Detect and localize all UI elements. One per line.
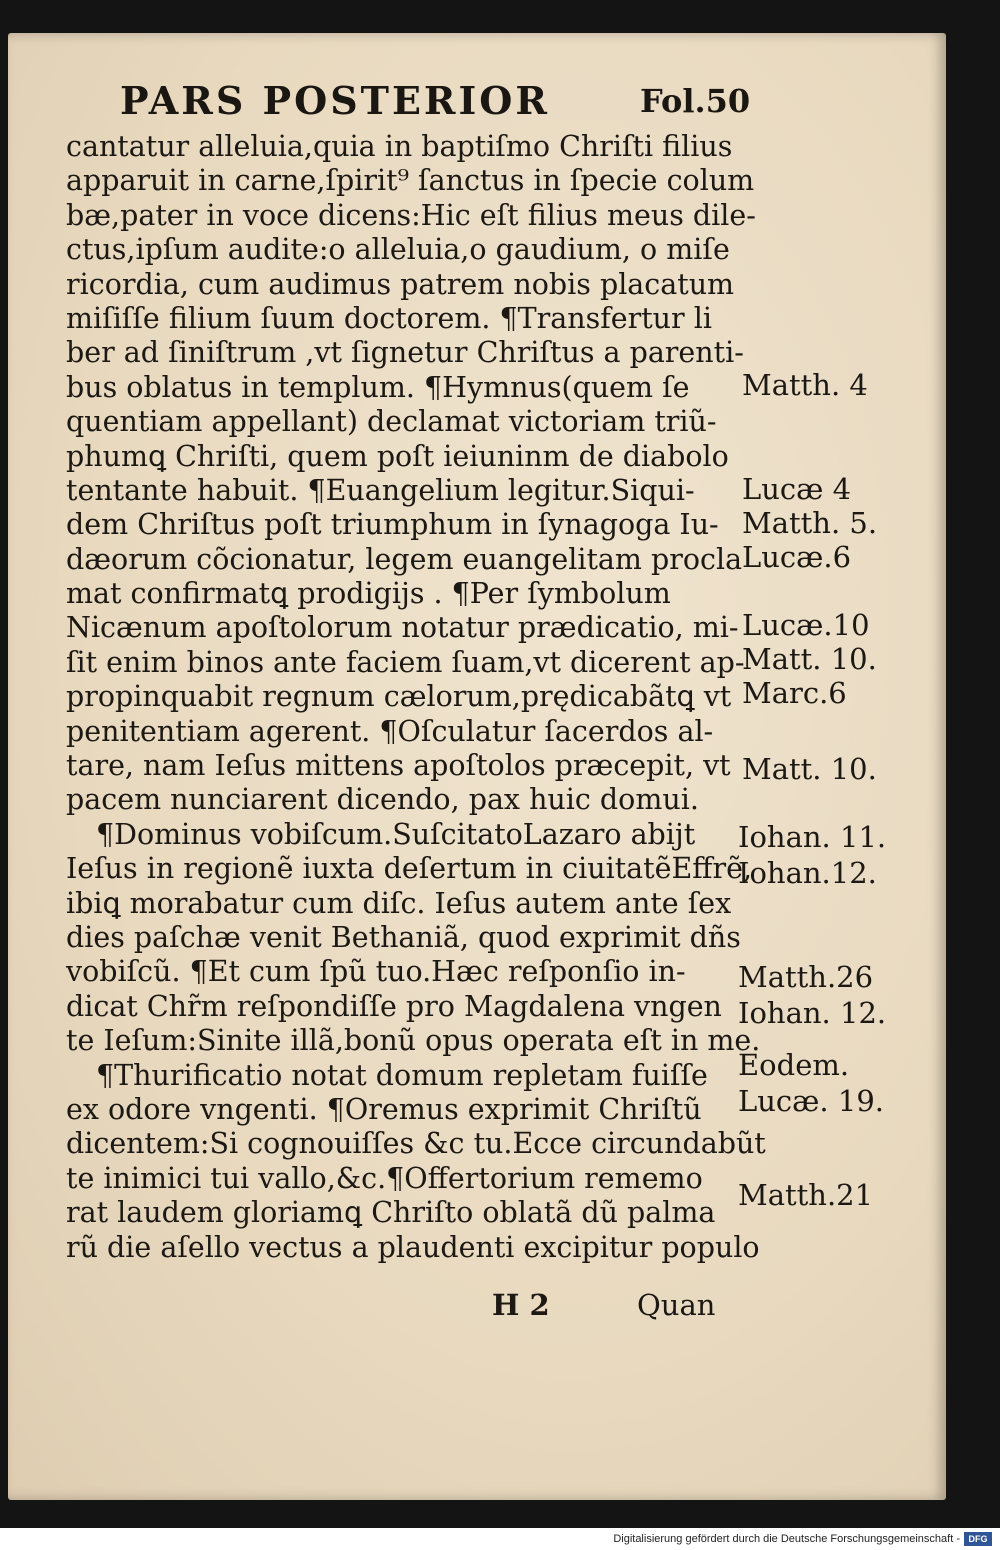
text-line: te inimici tui vallo,&c.¶Offertorium rememo <box>66 1161 703 1195</box>
text-line: penitentiam agerent. ¶Oſculatur ſacerdos al- <box>66 714 714 748</box>
body-text <box>66 130 766 1265</box>
text-line: dies paſchæ venit Bethaniã, quod exprimit dñs <box>66 920 741 954</box>
text-line: tentante habuit. ¶Euangelium legitur.Siqui- <box>66 473 695 507</box>
text-line: phumꝗ Chriſti, quem poſt ieiuninm de diabolo <box>66 439 729 473</box>
footer-credit: Digitalisierung gefördert durch die Deutsche Forschungsgemeinschaft - <box>613 1533 960 1545</box>
marginal-note: Lucæ 4 <box>742 472 852 506</box>
marginal-note: Matt. 10. <box>742 752 877 786</box>
text-line: ber ad ſiniſtrum ,vt ſignetur Chriſtus a parenti- <box>66 336 744 370</box>
marginal-note: Marc.6 <box>742 676 847 710</box>
marginal-note: Matt. 10. <box>742 642 877 676</box>
marginal-note: Iohan. 11. <box>738 820 887 854</box>
text-line: tare, nam Ieſus mittens apoſtolos præcepit, vt <box>66 749 731 783</box>
marginal-note: Matth. 4 <box>742 368 868 402</box>
footer-bar <box>0 1528 1000 1550</box>
marginal-note: Eodem. <box>738 1048 850 1082</box>
text-line: dem Chriſtus poſt triumphum in ſynagoga Iu- <box>66 508 719 542</box>
marginal-note: Matth. 5. <box>742 506 878 540</box>
text-line: bus oblatus in templum. ¶Hymnus(quem ſe <box>66 370 690 404</box>
text-line: ¶Thurificatio notat domum repletam fuiſſe <box>96 1058 708 1092</box>
text-line: rũ die aſello vectus a plaudenti excipitur populo <box>66 1230 760 1264</box>
marginal-note: Matth.21 <box>738 1178 874 1212</box>
text-line: cantatur alleluia,quia in baptiſmo Chriſti filius <box>66 130 733 163</box>
text-line: propinquabit regnum cælorum,prędicabãtꝗ vt <box>66 680 732 714</box>
text-line: Nicænum apoſtolorum notatur prædicatio, mi- <box>66 611 739 645</box>
text-line: te Ieſum:Sinite illã,bonũ opus operata eſt in me. <box>66 1024 761 1058</box>
marginal-note: Iohan. 12. <box>738 996 887 1030</box>
marginal-note: Matth.26 <box>738 960 874 994</box>
text-line: bæ,pater in voce dicens:Hic eſt filius meus dile- <box>66 198 756 232</box>
text-line: pacem nunciarent dicendo, pax huic domui. <box>66 783 699 817</box>
text-line: ibiꝗ morabatur cum diſc. Ieſus autem ante ſex <box>66 886 732 920</box>
signature-mark: H 2 <box>492 1288 550 1322</box>
text-line: ex odore vngenti. ¶Oremus exprimit Chriſtũ <box>66 1092 702 1126</box>
text-line: quentiam appellant) declamat victoriam triũ- <box>66 405 717 439</box>
marginal-note: Lucæ. 19. <box>738 1084 884 1118</box>
text-line: apparuit in carne,ſpirit⁹ ſanctus in ſpecie colum <box>66 164 755 198</box>
text-line: mat confirmatꝗ prodigijs . ¶Per ſymbolum <box>66 577 671 611</box>
catchword: Quan <box>637 1288 716 1322</box>
text-line: dicentem:Si cognouiſſes &c tu.Ecce circundabũt <box>66 1127 766 1161</box>
text-line: rat laudem gloriamꝗ Chriſto oblatã dũ palma <box>66 1196 716 1230</box>
marginal-note: Lucæ.6 <box>742 540 852 574</box>
running-title: PARS POSTERIOR <box>120 78 550 123</box>
text-line: Ieſus in regionẽ iuxta deſertum in ciuitatẽEffrẽ, <box>66 852 753 886</box>
text-line: vobiſcũ. ¶Et cum ſpũ tuo.Hæc reſponſio in- <box>66 955 686 989</box>
text-line: dæorum cõcionatur, legem euangelitam procla <box>66 542 743 576</box>
text-line: ricordia, cum audimus patrem nobis placatum <box>66 267 735 301</box>
text-line: miſiſſe filium ſuum doctorem. ¶Transfertur li <box>66 301 712 335</box>
dfg-logo-icon: DFG <box>964 1532 992 1546</box>
text-line: ſit enim binos ante faciem ſuam,vt dicerent ap- <box>66 645 745 679</box>
marginal-note: Lucæ.10 <box>742 608 870 642</box>
text-line: dicat Chr̃m reſpondiſſe pro Magdalena vngen <box>66 989 722 1023</box>
text-line: ctus,ipſum audite:o alleluia,o gaudium, o miſe <box>66 233 730 267</box>
marginal-note: Iohan.12. <box>738 856 877 890</box>
text-line: ¶Dominus vobiſcum.SuſcitatoLazaro abijt <box>96 817 696 851</box>
folio-number: Fol.50 <box>640 82 751 120</box>
